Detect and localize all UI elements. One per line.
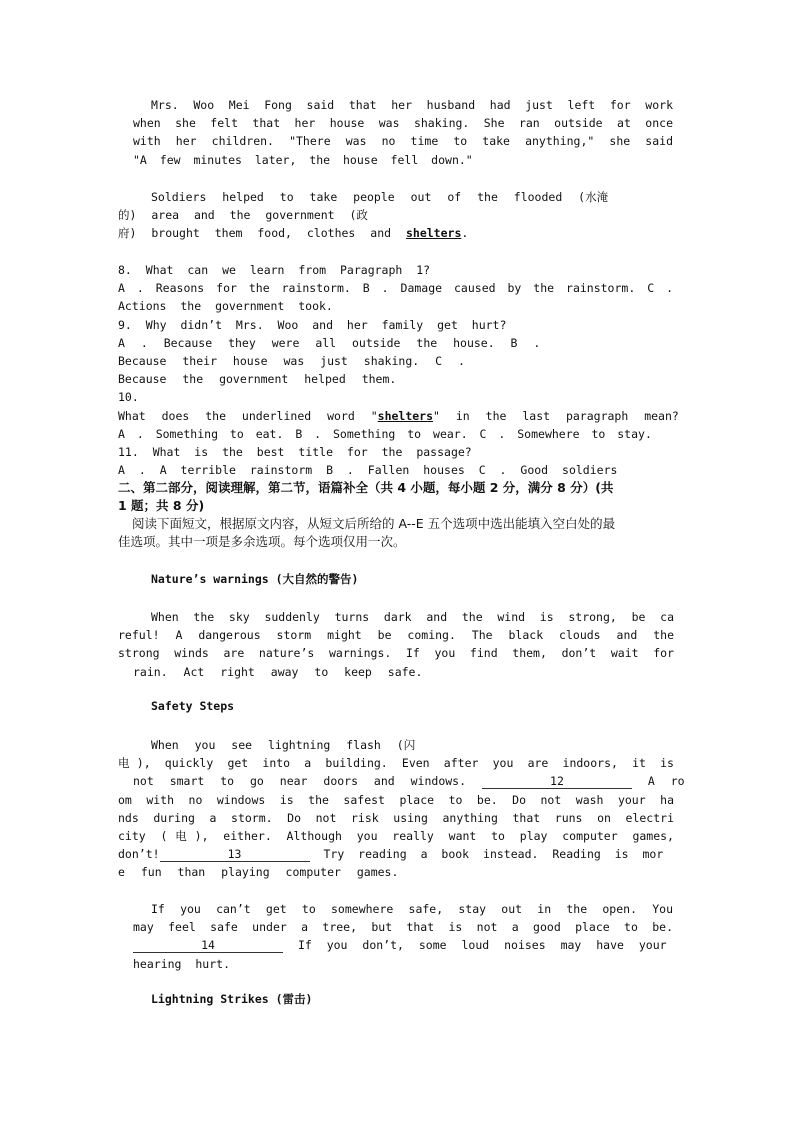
question-11: 11. What is the best title for the passage? [118,445,472,460]
text-line: 的) area and the government (政 [118,208,368,223]
question-9-options: Because the government helped them. [118,372,397,387]
section-header [118,479,678,551]
passage-b-paragraph-2 [118,736,685,882]
text-segment: . [461,226,469,241]
section-instructions: 阅读下面短文，根据原文内容，从短文后所给的 A--E 五个选项中选出能填入空白处的最 [132,516,616,531]
text-segment: not smart to go near doors and windows. [133,774,467,789]
passage-a-paragraph-1 [133,96,673,169]
text-line [133,936,673,954]
text-line: reful! A dangerous storm might be coming. The black clouds and the [118,628,674,643]
question-8-options: A . Reasons for the rainstorm. B . Damage caused by the rainstorm. C . [118,281,673,296]
section-instructions: 佳选项。其中一项是多余选项。每个选项仅用一次。 [118,534,406,549]
passage-a-paragraph-2 [118,188,678,243]
lightning-strikes-heading: Lightning Strikes (雷击) [151,992,313,1006]
question-9-options: Because their house was just shaking. C . [118,354,465,369]
question-11-options: A . A terrible rainstorm B . Fallen houses C . Good soldiers [118,463,618,478]
section-title: 1 题；共 8 分) [118,498,205,513]
question-10-number: 10. [118,390,139,405]
text-line: When you see lightning flash (闪 [151,738,416,752]
text-line [118,224,678,242]
text-line: rain. Act right away to keep safe. [133,664,423,679]
text-line: nds during a storm. Do not risk using anything that runs on electri [118,810,674,825]
text-segment: Try reading a book instead. Reading is mor [323,847,664,862]
question-10 [118,407,679,425]
text-line [118,772,685,790]
text-segment: A ro [647,774,685,789]
text-line: "A few minutes later, the house fell down." [133,152,473,167]
text-segment: If you don’t, some loud noises may have your [297,938,667,953]
text-line [118,188,678,206]
passage-b-paragraph-3 [133,900,673,973]
text-line: city (电), either. Although you really want to play computer games, [118,829,674,844]
blank-12[interactable]: 12 [482,774,632,789]
text-line: om with no windows is the safest place to be. Do not wash your ha [118,792,674,807]
blank-14[interactable]: 14 [133,938,283,953]
text-line: 电), quickly get into a building. Even after you are indoors, it is [118,756,674,771]
text-line: with her children. "There was no time to take anything," she said [133,134,673,149]
question-9: 9. Why didn’t Mrs. Woo and her family get hurt? [118,317,507,332]
question-8: 8. What can we learn from Paragraph 1? [118,263,431,277]
text-line-content: Soldiers helped to take people out of the flooded (水淹 [151,190,609,204]
question-9-options: A . Because they were all outside the house. B . [118,335,541,350]
passage-b-paragraph-1 [118,608,674,681]
text-line: strong winds are nature’s warnings. If you find them, don’t wait for [118,646,674,661]
text-line: when she felt that her house was shaking. She ran outside at once [133,116,673,131]
text-segment: don’t! [118,847,160,862]
text-segment: " in the last paragraph mean? [433,408,679,423]
passage-b-title: Nature’s warnings (大自然的警告) [151,572,359,586]
text-line: When the sky suddenly turns dark and the wind is strong, be ca [151,610,674,624]
text-line: If you can’t get to somewhere safe, stay out in the open. You [151,902,673,916]
section-title: 二、第二部分，阅读理解，第二节，语篇补全（共 4 小题，每小题 2 分，满分 8 分）(共 [118,480,614,495]
safety-steps-heading: Safety Steps [151,699,235,713]
question-8-options: Actions the government took. [118,299,333,314]
text-segment: 府) brought them food, clothes and [118,226,406,241]
underlined-word-shelters: shelters [377,408,434,423]
text-line: may feel safe under a tree, but that is not a good place to be. [133,920,673,935]
question-10-options: A . Something to eat. B . Something to wear. C . Somewhere to stay. [118,426,652,441]
text-line: hearing hurt. [133,956,231,971]
underlined-word-shelters: shelters [405,226,462,241]
text-line: Mrs. Woo Mei Fong said that her husband had just left for work [151,98,673,112]
text-line: e fun than playing computer games. [118,865,399,880]
questions-block [118,261,679,479]
blank-13[interactable]: 13 [160,847,310,862]
text-segment: What does the underlined word " [118,408,378,423]
text-line [118,845,674,863]
